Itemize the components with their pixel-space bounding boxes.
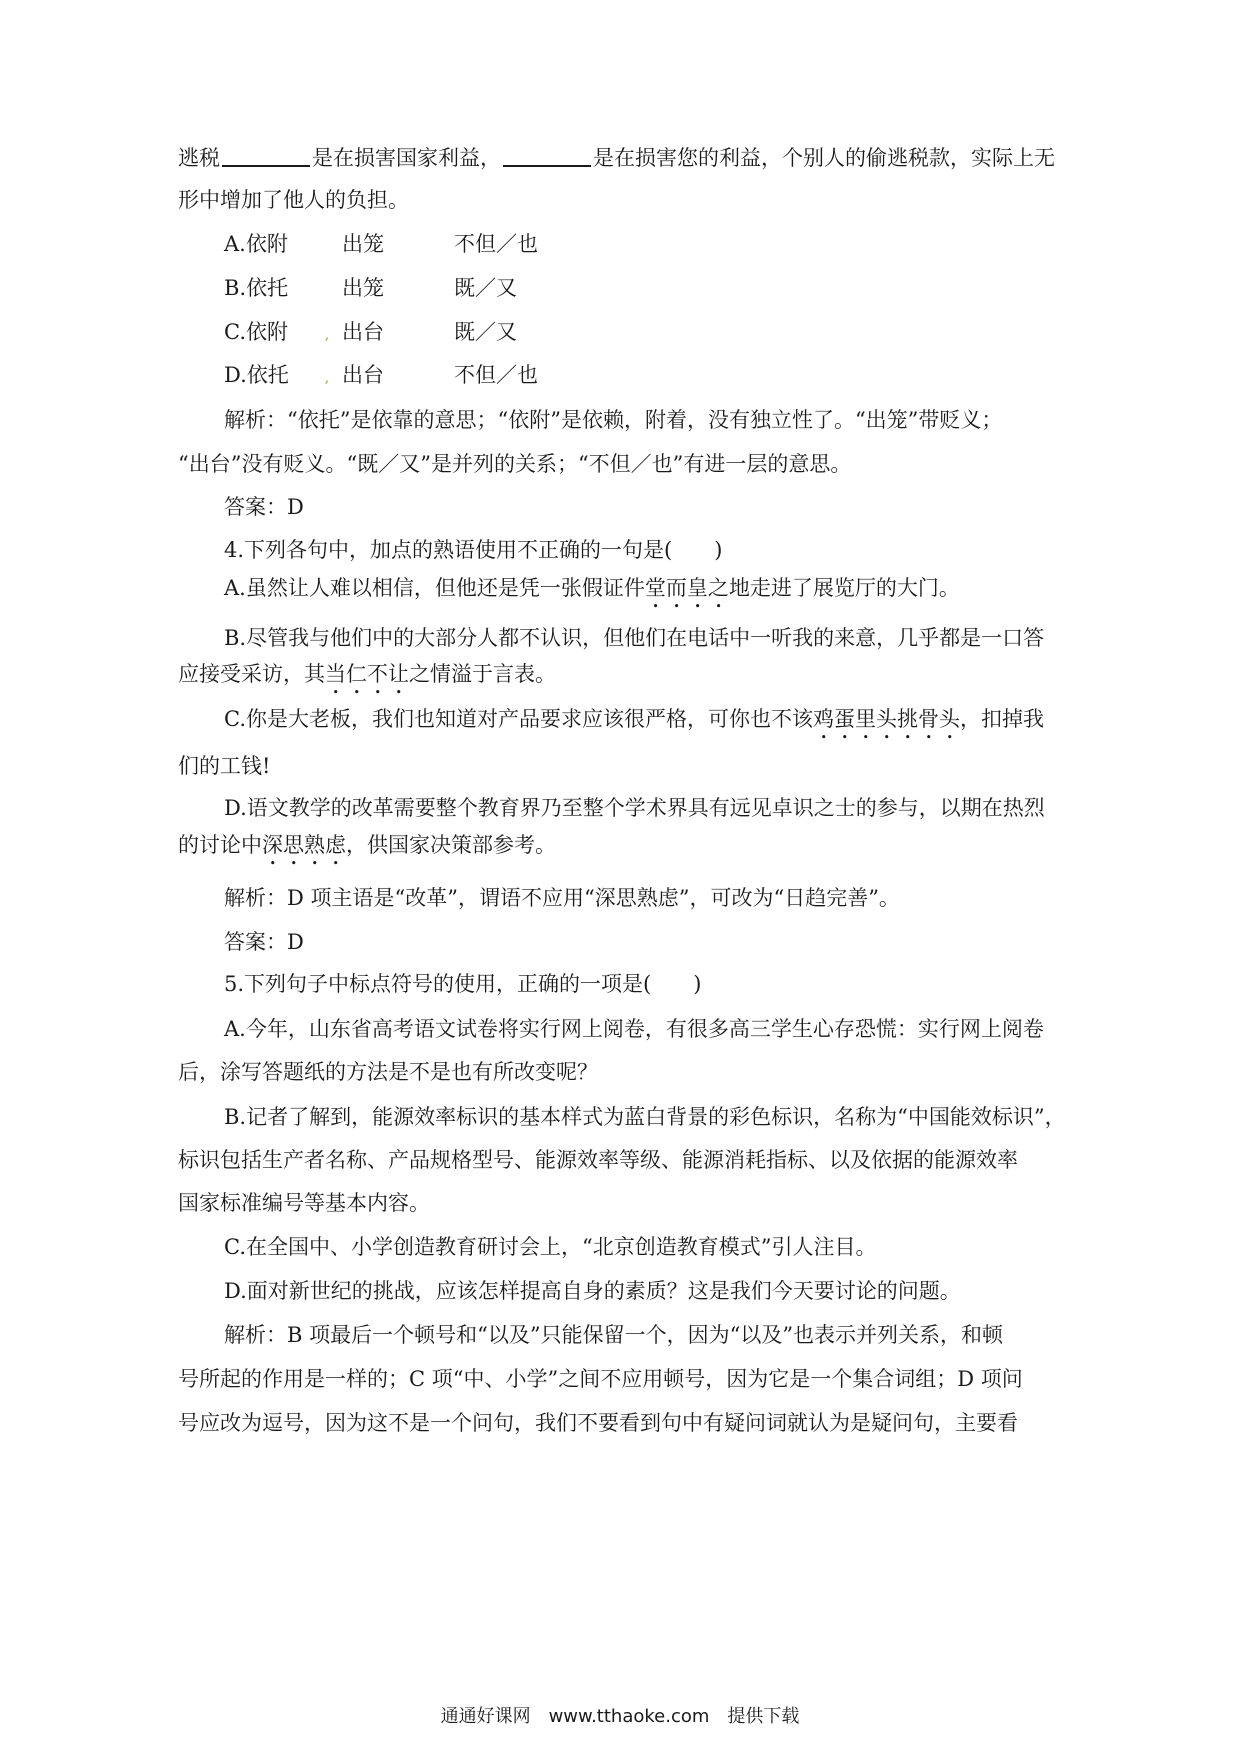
- stem-text: 是在损害国家利益，: [312, 146, 501, 170]
- q5-analysis-line2: 号所起的作用是一样的；C 项“中、小学”之间不应用顿号，因为它是一个集合词组；D 项问: [178, 1367, 1023, 1391]
- q4-option-a: [224, 574, 960, 613]
- option-text: ，供国家决策部参考。: [346, 833, 556, 857]
- option-label: D.依托: [224, 363, 289, 387]
- q3-option-c: [224, 318, 517, 349]
- q5-option-a-line1: A.今年，山东省高考语文试卷将实行网上阅卷，有很多高三学生心存恐慌：实行网上阅卷: [224, 1017, 1044, 1041]
- dotted-idiom: 深思熟虑: [262, 833, 346, 857]
- page-footer: 通通好课网 www.tthaoke.com 提供下载: [440, 1706, 800, 1727]
- option-text: 地走进了展览厅的大门。: [728, 576, 960, 600]
- option-word: 出台: [342, 363, 384, 387]
- q5-option-b-line2: 标识包括生产者名称、产品规格型号、能源效率等级、能源消耗指标、以及依据的能源效率: [178, 1148, 1018, 1172]
- stray-mark-icon: ,: [324, 370, 330, 386]
- q5-option-a-line2: 后，涂写答题纸的方法是不是也有所改变呢？: [178, 1060, 598, 1084]
- answer-blank: [222, 145, 310, 167]
- q5-option-c: C.在全国中、小学创造教育研讨会上，“北京创造教育模式”引人注目。: [224, 1235, 877, 1259]
- option-text: A.虽然让人难以相信，但他还是凭一张假证件: [224, 576, 645, 600]
- option-text: ，扣掉我: [960, 707, 1044, 731]
- option-text: 之情溢于言表。: [409, 662, 556, 686]
- q5-option-d: D.面对新世纪的挑战，应该怎样提高自身的素质？这是我们今天要讨论的问题。: [224, 1279, 961, 1303]
- q5-option-b-line3: 国家标准编号等基本内容。: [178, 1191, 430, 1215]
- q4-stem: 4.下列各句中，加点的熟语使用不正确的一句是( ): [224, 538, 723, 562]
- q3-option-a: [224, 230, 538, 258]
- option-word: 出笼: [342, 232, 384, 256]
- q4-option-c-line2: 们的工钱!: [178, 754, 271, 778]
- option-word: 出台: [342, 320, 384, 344]
- option-word: 不但／也: [454, 232, 538, 256]
- stem-text: 是在损害您的利益，个别人的偷逃税款，实际上无: [593, 146, 1055, 170]
- q3-analysis-line2: “出台”没有贬义。“既／又”是并列的关系；“不但／也”有进一层的意思。: [178, 452, 852, 476]
- dotted-idiom: 鸡蛋里头挑骨头: [813, 707, 960, 731]
- stem-text: 逃税: [178, 146, 220, 170]
- option-label: C.依附: [224, 320, 288, 344]
- q3-stem-line1: [178, 144, 1055, 172]
- dotted-idiom: 堂而皇之: [644, 576, 729, 600]
- q3-analysis-line1: 解析：“依托”是依靠的意思；“依附”是依赖，附着，没有独立性了。“出笼”带贬义；: [224, 408, 1003, 432]
- q5-analysis-line3: 号应改为逗号，因为这不是一个问句，我们不要看到句中有疑问词就认为是疑问句，主要看: [178, 1411, 1018, 1435]
- q4-answer: 答案：D: [224, 930, 304, 954]
- q3-option-d: [224, 361, 538, 392]
- q4-option-b-line1: B.尽管我与他们中的大部分人都不认识，但他们在电话中一听我的来意，几乎都是一口答: [224, 626, 1045, 650]
- option-text: 的讨论中: [178, 833, 262, 857]
- option-label: A.依附: [224, 232, 288, 256]
- option-word: 不但／也: [454, 363, 538, 387]
- q3-option-b: [224, 274, 517, 302]
- q4-option-d-line2: [178, 831, 556, 870]
- option-text: 应接受采访，其: [178, 662, 325, 686]
- stray-mark-icon: ,: [324, 327, 330, 343]
- q5-stem: 5.下列句子中标点符号的使用，正确的一项是( ): [224, 972, 702, 996]
- q4-analysis: 解析：D 项主语是“改革”，谓语不应用“深思熟虑”，可改为“日趋完善”。: [224, 886, 900, 910]
- q3-stem-line2: 形中增加了他人的负担。: [178, 188, 409, 212]
- q4-option-c-line1: [224, 705, 1044, 744]
- option-word: 既／又: [454, 276, 517, 300]
- q5-option-b-line1: B.记者了解到，能源效率标识的基本样式为蓝白背景的彩色标识，名称为“中国能效标识”，: [224, 1105, 1066, 1129]
- q4-option-d-line1: D.语文教学的改革需要整个教育界乃至整个学术界具有远见卓识之士的参与，以期在热烈: [224, 796, 1045, 820]
- option-text: C.你是大老板，我们也知道对产品要求应该很严格，可你也不该: [224, 707, 813, 731]
- q4-option-b-line2: [178, 660, 556, 699]
- q5-analysis-line1: 解析：B 项最后一个顿号和“以及”只能保留一个，因为“以及”也表示并列关系，和顿: [224, 1323, 1004, 1347]
- option-word: 出笼: [342, 276, 384, 300]
- dotted-idiom: 当仁不让: [325, 662, 409, 686]
- answer-blank: [503, 145, 591, 167]
- q3-answer: 答案：D: [224, 495, 304, 519]
- option-label: B.依托: [224, 276, 289, 300]
- option-word: 既／又: [454, 320, 517, 344]
